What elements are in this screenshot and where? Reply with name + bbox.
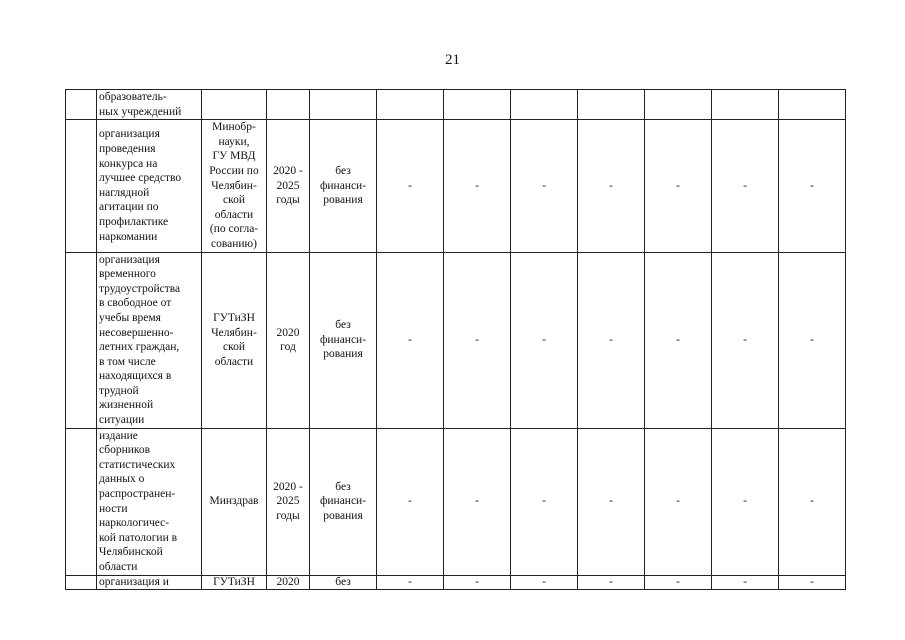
activity-cell xyxy=(97,428,202,575)
financing-cell xyxy=(310,252,377,428)
activity-cell-text: организация проведения конкурса на лучшее средство наглядной агитации по профилактике наркомании xyxy=(99,128,182,243)
value-cell xyxy=(645,120,712,252)
responsible-cell-text: Минздрав xyxy=(209,495,259,508)
responsible-cell xyxy=(202,428,267,575)
number-cell xyxy=(66,90,97,120)
financing-cell xyxy=(310,428,377,575)
term-cell xyxy=(267,120,310,252)
value-cell xyxy=(511,90,578,120)
term-cell-text: 2020 - 2025 годы xyxy=(273,480,303,522)
measures-table xyxy=(65,89,846,590)
term-cell xyxy=(267,90,310,120)
value-cell xyxy=(511,575,578,589)
value-cell xyxy=(578,428,645,575)
value-cell-text: - xyxy=(810,575,814,588)
activity-cell xyxy=(97,575,202,589)
activity-cell-text: издание сборников статистических данных о распространен- ности наркологичес- кой патологии в Челябинской области xyxy=(99,429,178,573)
number-cell xyxy=(66,120,97,252)
value-cell xyxy=(712,120,779,252)
activity-cell xyxy=(97,252,202,428)
value-cell xyxy=(377,120,444,252)
term-cell xyxy=(267,575,310,589)
table-row xyxy=(66,120,846,252)
table-row xyxy=(66,252,846,428)
value-cell xyxy=(377,252,444,428)
value-cell-text: - xyxy=(542,495,546,508)
value-cell xyxy=(779,252,846,428)
term-cell-text: 2020 год xyxy=(276,326,300,354)
value-cell xyxy=(779,428,846,575)
value-cell-text: - xyxy=(408,495,412,508)
value-cell-text: - xyxy=(743,495,747,508)
value-cell-text: - xyxy=(743,179,747,192)
value-cell-text: - xyxy=(676,495,680,508)
value-cell xyxy=(645,428,712,575)
table-row xyxy=(66,575,846,589)
value-cell xyxy=(712,575,779,589)
value-cell-text: - xyxy=(676,179,680,192)
responsible-cell xyxy=(202,120,267,252)
page-number: 21 xyxy=(445,52,460,68)
value-cell xyxy=(645,90,712,120)
value-cell xyxy=(444,575,511,589)
financing-cell xyxy=(310,575,377,589)
number-cell xyxy=(66,252,97,428)
value-cell-text: - xyxy=(408,575,412,588)
value-cell xyxy=(645,252,712,428)
financing-cell-text: без финанси- рования xyxy=(319,319,367,361)
value-cell-text: - xyxy=(542,575,546,588)
value-cell xyxy=(444,252,511,428)
value-cell-text: - xyxy=(475,179,479,192)
term-cell xyxy=(267,252,310,428)
financing-cell xyxy=(310,90,377,120)
value-cell-text: - xyxy=(542,333,546,346)
value-cell xyxy=(779,575,846,589)
value-cell-text: - xyxy=(810,179,814,192)
value-cell xyxy=(511,428,578,575)
value-cell-text: - xyxy=(609,333,613,346)
responsible-cell-text: Минобр- науки, ГУ МВД России по Челябин- ской области (по согла- сованию) xyxy=(209,121,259,250)
table-row xyxy=(66,428,846,575)
financing-cell-text: без финанси- рования xyxy=(319,164,367,207)
value-cell-text: - xyxy=(542,179,546,192)
value-cell xyxy=(645,575,712,589)
value-cell xyxy=(578,90,645,120)
term-cell-text: 2020 xyxy=(276,575,300,588)
activity-cell-text: образователь- ных учреждений xyxy=(99,91,182,118)
value-cell xyxy=(712,252,779,428)
value-cell-text: - xyxy=(810,333,814,346)
financing-cell-text: без xyxy=(335,575,351,588)
value-cell-text: - xyxy=(475,495,479,508)
value-cell xyxy=(779,120,846,252)
financing-cell-text: без финанси- рования xyxy=(319,480,367,522)
number-cell xyxy=(66,575,97,589)
term-cell-text: 2020 - 2025 годы xyxy=(273,164,303,207)
value-cell-text: - xyxy=(676,333,680,346)
responsible-cell xyxy=(202,252,267,428)
value-cell xyxy=(578,120,645,252)
activity-cell xyxy=(97,90,202,120)
value-cell xyxy=(444,120,511,252)
responsible-cell xyxy=(202,575,267,589)
value-cell-text: - xyxy=(609,179,613,192)
responsible-cell-text: ГУТиЗН xyxy=(213,575,255,588)
value-cell xyxy=(377,90,444,120)
value-cell-text: - xyxy=(743,575,747,588)
value-cell-text: - xyxy=(676,575,680,588)
financing-cell xyxy=(310,120,377,252)
value-cell-text: - xyxy=(408,179,412,192)
value-cell xyxy=(444,428,511,575)
activity-cell xyxy=(97,120,202,252)
value-cell-text: - xyxy=(743,333,747,346)
value-cell xyxy=(712,428,779,575)
value-cell-text: - xyxy=(475,333,479,346)
value-cell-text: - xyxy=(408,333,412,346)
value-cell xyxy=(377,428,444,575)
value-cell-text: - xyxy=(475,575,479,588)
responsible-cell-text: ГУТиЗН Челябин- ской области xyxy=(211,311,257,368)
value-cell xyxy=(444,90,511,120)
number-cell xyxy=(66,428,97,575)
table-row xyxy=(66,90,846,120)
activity-cell-text: организация временного трудоустройства в свободное от учебы время несовершенно- летних граждан, в том числе находящихся в трудной жизненной ситуации xyxy=(99,253,181,427)
value-cell xyxy=(578,252,645,428)
responsible-cell xyxy=(202,90,267,120)
term-cell xyxy=(267,428,310,575)
value-cell-text: - xyxy=(609,575,613,588)
value-cell-text: - xyxy=(810,495,814,508)
value-cell xyxy=(712,90,779,120)
activity-cell-text: организация и xyxy=(99,575,169,588)
value-cell-text: - xyxy=(609,495,613,508)
value-cell xyxy=(511,120,578,252)
value-cell xyxy=(377,575,444,589)
table-body xyxy=(66,90,846,590)
value-cell xyxy=(779,90,846,120)
value-cell xyxy=(511,252,578,428)
value-cell xyxy=(578,575,645,589)
